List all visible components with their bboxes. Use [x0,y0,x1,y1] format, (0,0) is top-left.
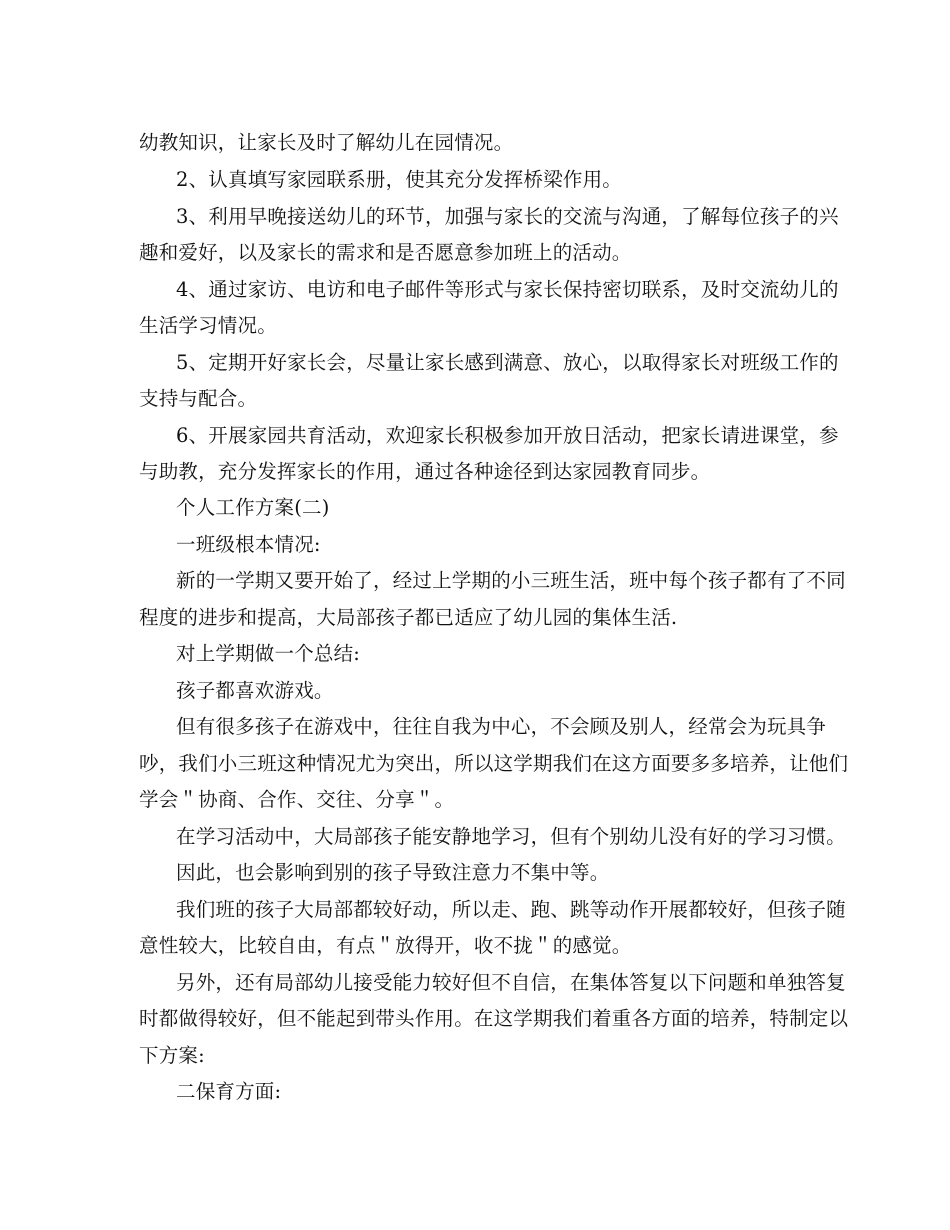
text-line: 支持与配合。 [139,387,258,410]
text-line: 对上学期做一个总结: [176,642,361,665]
text-line: 生活学习情况。 [139,314,277,337]
text-line: 幼教知识，让家长及时了解幼儿在园情况。 [139,131,514,154]
text-line: 程度的进步和提高，大局部孩子都已适应了幼儿园的集体生活. [139,606,678,629]
text-line: 吵，我们小三班这种情况尤为突出，所以这学期我们在这方面要多多培养，让他们 [139,752,849,775]
text-line: 因此，也会影响到别的孩子导致注意力不集中等。 [176,861,610,884]
text-line: 我们班的孩子大局部都较好动，所以走、跑、跳等动作开展都较好，但孩子随 [176,898,846,921]
section-heading: 个人工作方案(二) [176,496,330,519]
text-line: 在学习活动中，大局部孩子能安静地学习，但有个别幼儿没有好的学习习惯。 [176,825,846,848]
text-line: 孩子都喜欢游戏。 [176,679,334,702]
text-line: 6、开展家园共育活动，欢迎家长积极参加开放日活动，把家长请进课堂，参 [176,424,839,447]
text-line: 时都做得较好，但不能起到带头作用。在这学期我们着重各方面的培养，特制定以 [139,1007,849,1030]
subsection-heading: 二保育方面: [176,1080,282,1103]
text-line: 下方案: [139,1044,205,1067]
text-line: 趣和爱好，以及家长的需求和是否愿意参加班上的活动。 [139,241,632,264]
text-line: 与助教，充分发挥家长的作用，通过各种途径到达家园教育同步。 [139,460,711,483]
text-line: 意性较大，比较自由，有点＂放得开，收不拢＂的感觉。 [139,934,632,957]
text-line: 5、定期开好家长会，尽量让家长感到满意、放心，以取得家长对班级工作的 [176,351,839,374]
text-line: 另外，还有局部幼儿接受能力较好但不自信，在集体答复以下问题和单独答复 [176,971,846,994]
text-line: 新的一学期又要开始了，经过上学期的小三班生活，班中每个孩子都有了不同 [176,569,846,592]
text-line: 2、认真填写家园联系册，使其充分发挥桥梁作用。 [176,168,623,191]
subsection-heading: 一班级根本情况: [176,533,321,556]
text-line: 3、利用早晚接送幼儿的环节，加强与家长的交流与沟通，了解每位孩子的兴 [176,205,839,228]
text-line: 4、通过家访、电访和电子邮件等形式与家长保持密切联系，及时交流幼儿的 [176,278,839,301]
text-line: 但有很多孩子在游戏中，往往自我为中心，不会顾及别人，经常会为玩具争 [176,715,827,738]
text-line: 学会＂协商、合作、交往、分享＂。 [139,788,455,811]
